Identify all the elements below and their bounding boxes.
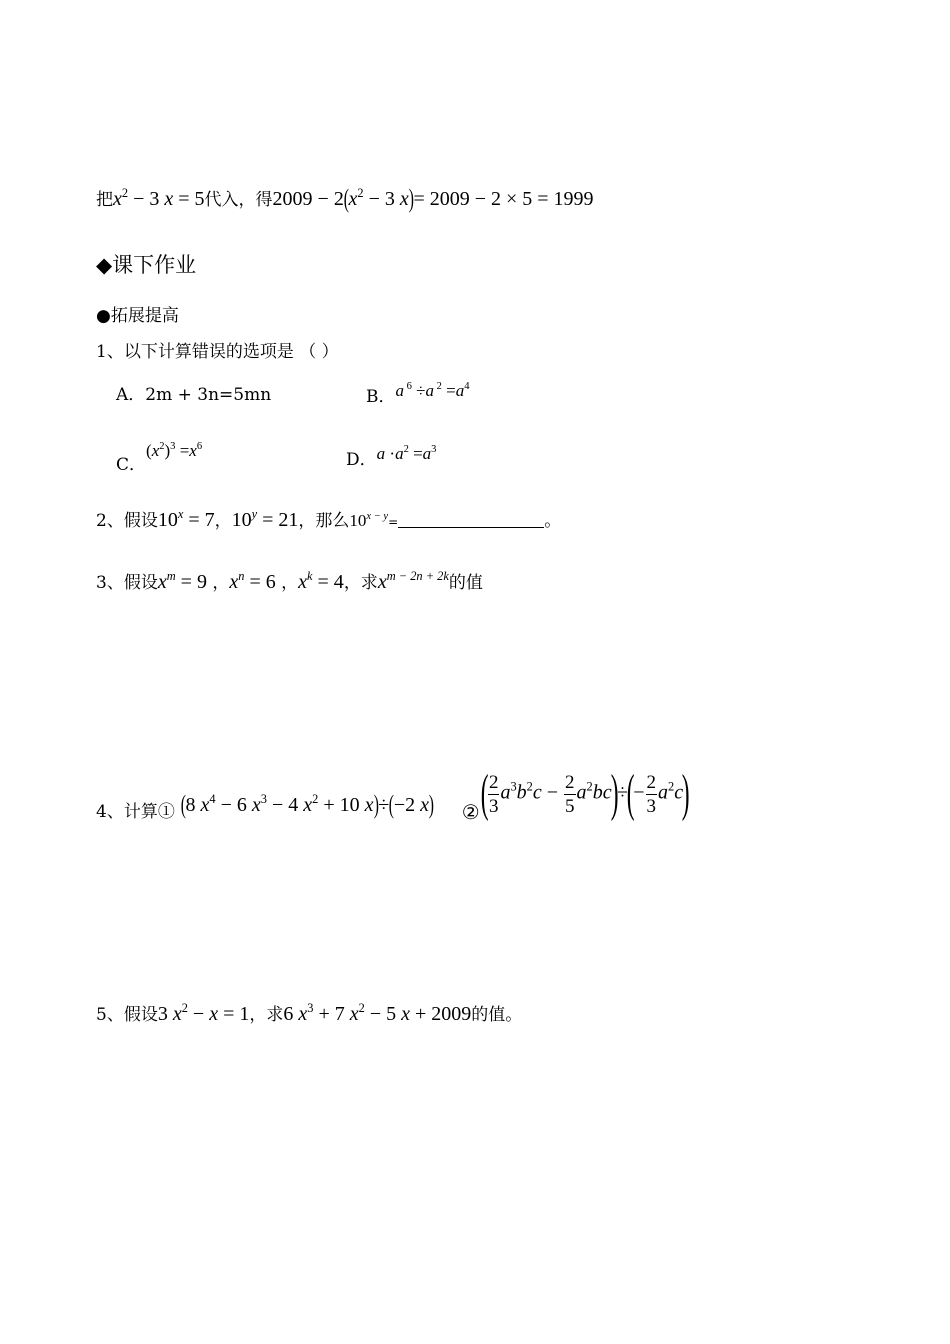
q3-target: $x^{m - 2n + 2k}$	[377, 568, 449, 593]
option-c-label: C．	[116, 455, 147, 475]
q2-prefix: 2、假设	[96, 511, 158, 531]
option-b	[366, 382, 470, 406]
question-2	[96, 506, 562, 531]
question-5	[96, 1000, 523, 1025]
solution-mid: 代入，得	[204, 190, 273, 210]
option-b-expression: a $^6$ ÷a $^2 =a^4$	[395, 381, 470, 400]
q4-prefix: 4、计算①	[96, 801, 175, 822]
q2-answer-blank[interactable]	[398, 513, 544, 528]
q2-eq: =	[388, 515, 399, 529]
q5-end: 的值。	[471, 1005, 523, 1025]
q3-cond-1: $x^m = 9$	[157, 568, 207, 593]
q3-cond-3: $x^k = 4$	[298, 568, 344, 593]
q4-expression-1: (8 $x^4 - 6$ $x^3 - 4$ $x^2 + 10$ x)÷(−2 x)	[180, 790, 434, 819]
option-a: A．2m + 3n=5mn	[116, 385, 272, 405]
q5-prefix: 5、假设	[96, 1005, 158, 1025]
option-d-expression: $a \cdot a^2 =a^3$	[376, 444, 437, 463]
q2-sep: ，	[214, 511, 232, 531]
q4-circle-2: ②	[461, 800, 480, 824]
solution-line	[96, 186, 594, 212]
q4-expression-2: ( $\frac{2}{3}$ $a^3b^2c$ − $\frac{2}{5}$ $a^2bc)\div(-$ $\frac{2}{3}$ $a^2c$)	[480, 765, 690, 822]
q3-end: 的值	[448, 573, 483, 593]
q5-target: 6 $x^3 + 7$ $x^2 - 5$ x + 2009	[283, 1000, 472, 1025]
q2-target: $10^{x - y}$	[349, 511, 389, 530]
q2-cond-1: $10^x = 7$	[157, 506, 215, 531]
question-4	[96, 764, 688, 824]
option-d-label: D．	[346, 450, 377, 470]
q3-prefix: 3、假设	[96, 573, 158, 593]
q3-cond-2: $x^n = 6$	[229, 568, 276, 593]
option-c	[116, 442, 202, 474]
q5-condition: 3 $x^2 - x = 1$	[157, 1000, 250, 1025]
question-3: 3、假设$x^m = 9$ ，$x^n = 6$ ，$x^k = 4$，求$x^{m - 2n + 2k}$的值	[96, 568, 483, 593]
q5-mid: ，求	[249, 1005, 284, 1025]
solution-prefix: 把	[96, 190, 113, 210]
option-d	[346, 445, 436, 469]
solution-expression: $2009 - 2(x^2 - 3$ x)= 2009 − 2 × 5 = 1999	[272, 184, 594, 213]
q2-mid: ，那么	[298, 511, 350, 531]
question-1-stem: 1、以下计算错误的选项是 （ ）	[96, 342, 339, 362]
option-c-expression: $(x^2)^3 =x^6$	[146, 441, 203, 460]
option-b-label: B．	[366, 387, 396, 407]
q2-end: 。	[544, 511, 562, 531]
solution-equation: $x^2 - 3$ x = 5	[113, 185, 205, 210]
subsection-heading: ●拓展提高	[96, 306, 179, 326]
q3-mid: ，求	[343, 573, 378, 593]
section-heading: ◆课下作业	[96, 253, 197, 277]
q2-cond-2: $10^y = 21$	[231, 506, 299, 531]
